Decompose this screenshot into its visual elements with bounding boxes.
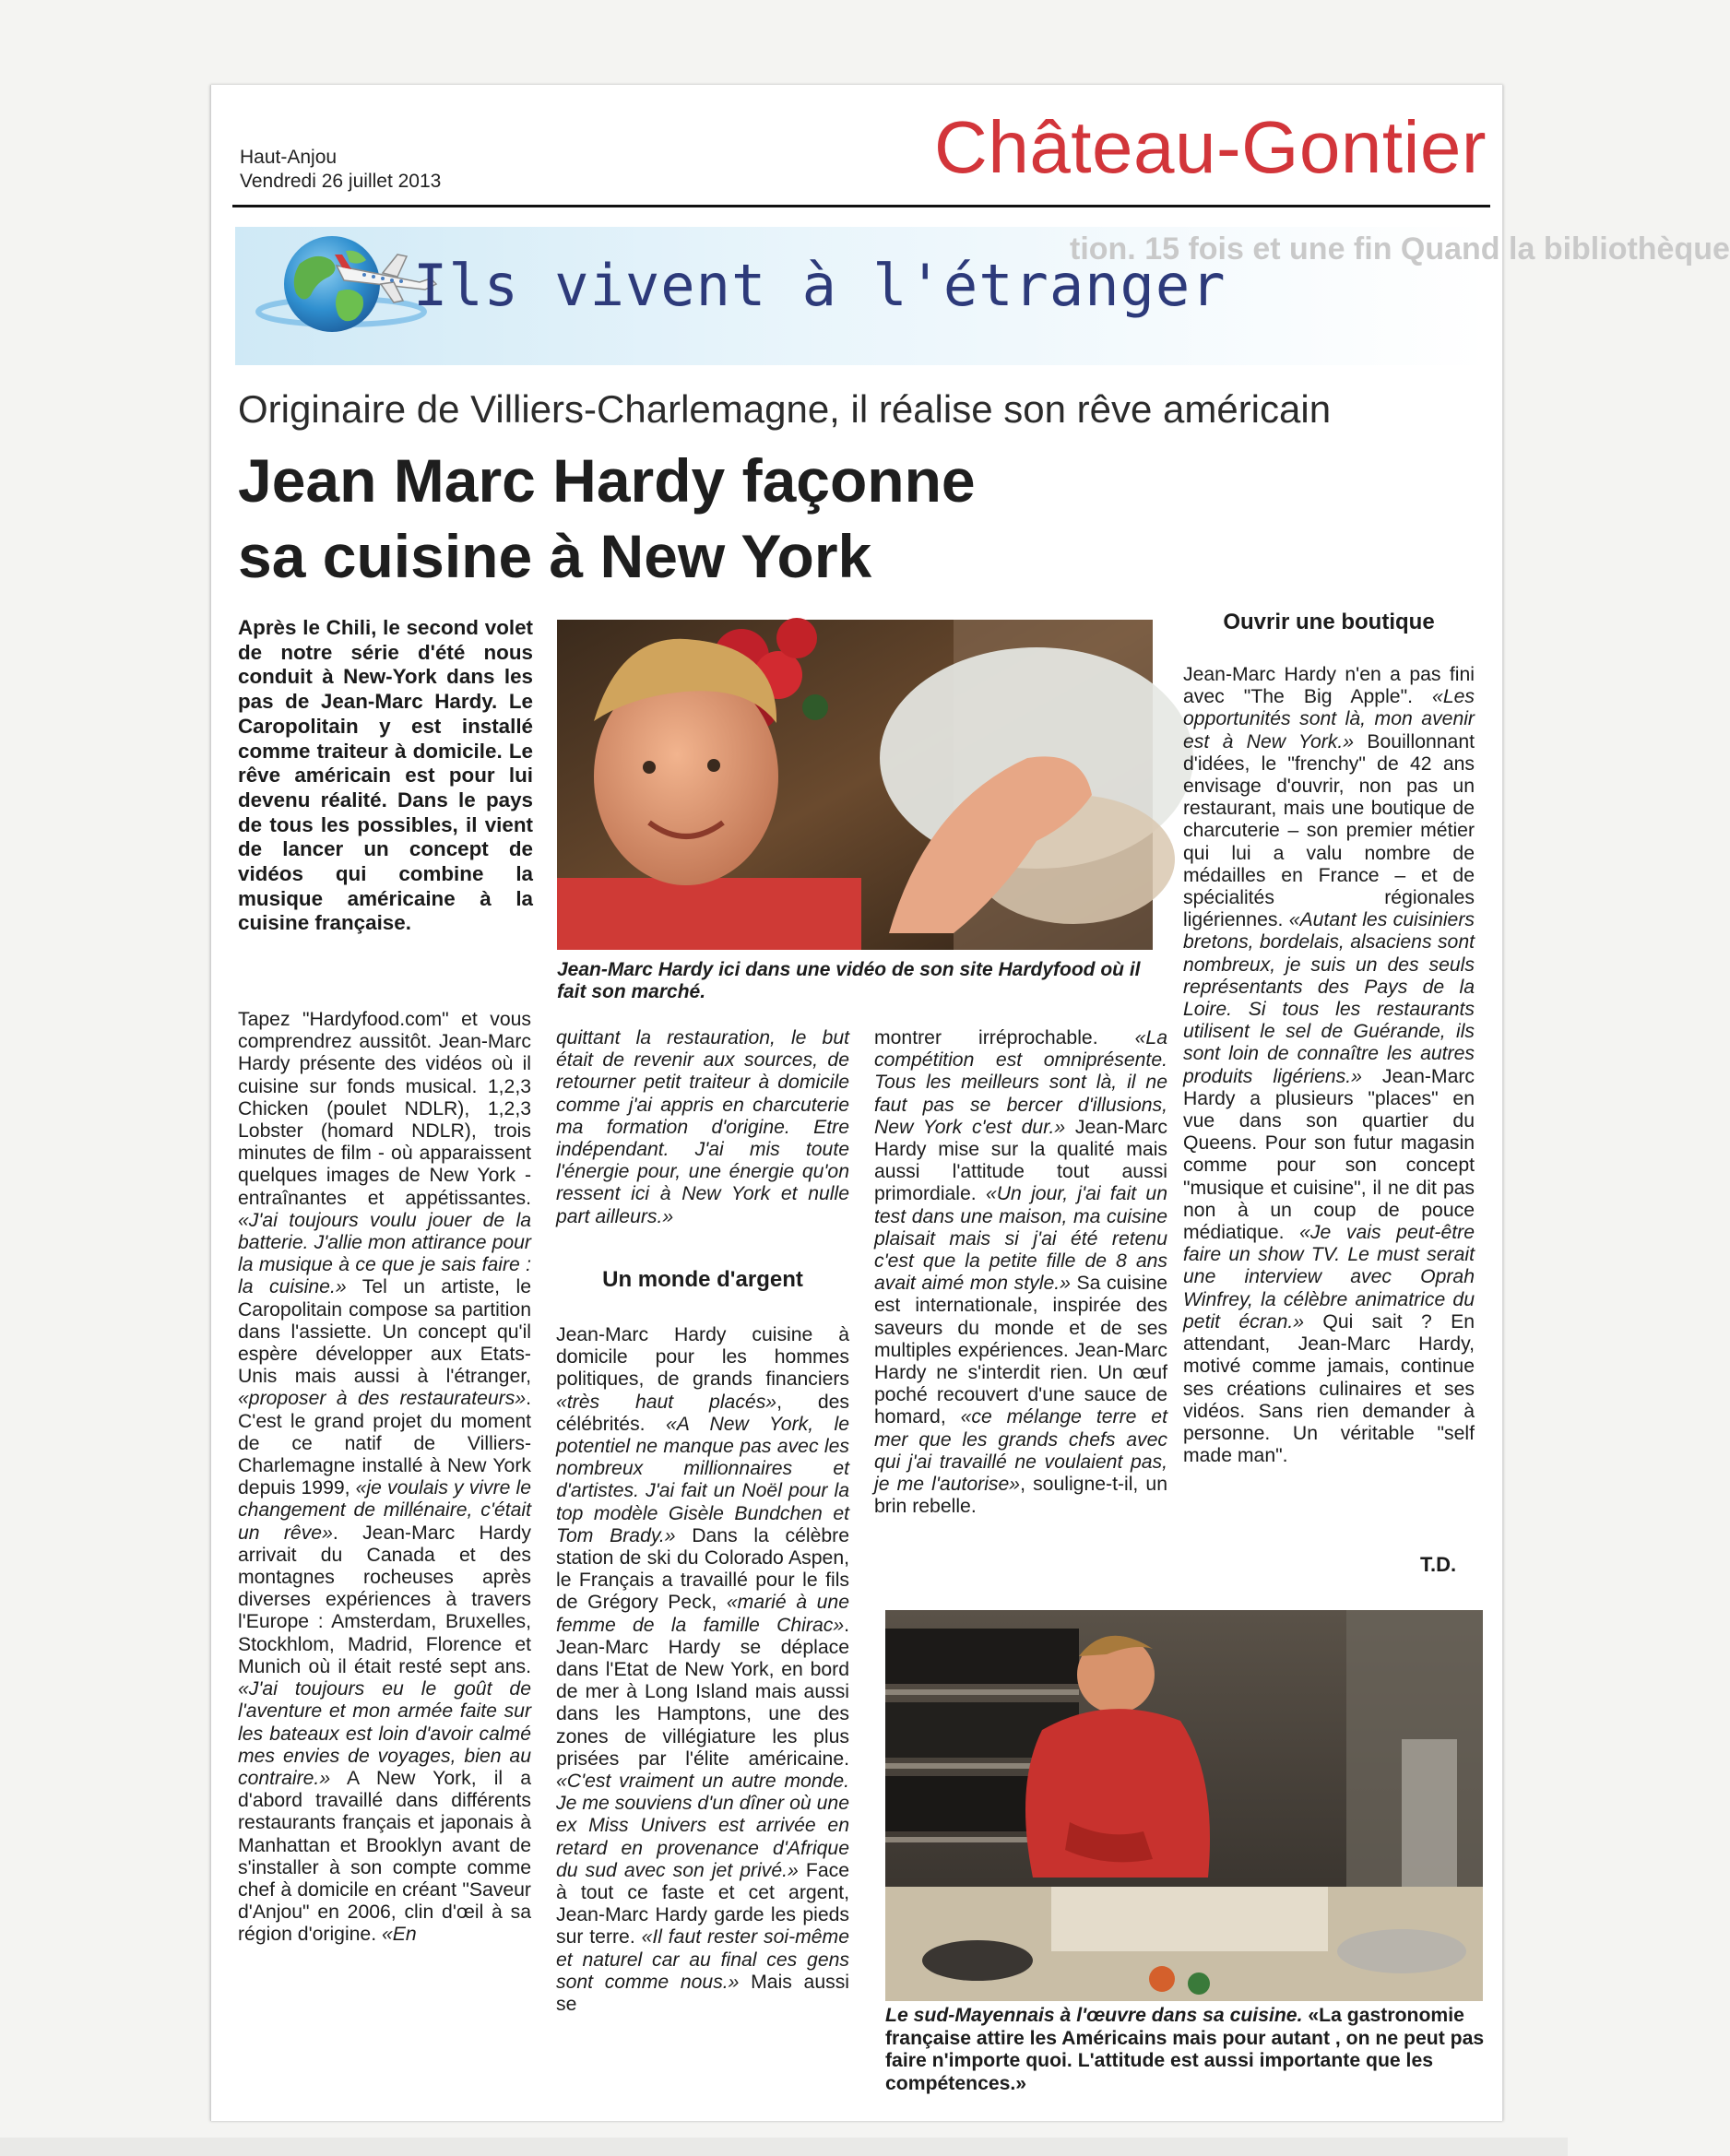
column-2-text — [556, 1027, 849, 1228]
column-4-text — [1183, 664, 1475, 1467]
col1-run: «je voulais y vivre le changement de millénaire, c'était un rêve» — [238, 1477, 531, 1544]
col1-run: Tel un artiste, le Caropolitain compose sa partition dans l'assiette. Un concept qu'il espère développer aux Etats-Unis mais aussi à l'étranger, — [238, 1276, 531, 1388]
author-signature: T.D. — [1420, 1553, 1457, 1576]
col1-run: «proposer à des restaurateurs» — [238, 1388, 527, 1410]
headline — [238, 443, 1160, 594]
col2b-run: Dans la célèbre station de ski du Colorado Aspen, le Français a travaillé pour le fils de Grégory Peck, — [556, 1524, 849, 1614]
col3-run: Jean-Marc Hardy mise sur la qualité mais aussi l'attitude tout aussi primordiale. — [874, 1116, 1167, 1205]
col1-run: «En — [382, 1924, 417, 1946]
col1-run: . Jean-Marc Hardy arrivait du Canada et des montagnes rocheuses après diverses expériences à travers l'Europe : Amsterdam, Bruxelles, Stockhlom, Madrid, Florence et Munich où il était resté sept ans. — [238, 1522, 531, 1677]
column-2 — [556, 1027, 849, 1228]
col2b-run: . Jean-Marc Hardy se déplace dans l'Etat de New York, en bord de mer à Long Island mais aussi dans les Hamptons, une des zones de villégiature les plus prisées par l'élite américaine. — [556, 1614, 849, 1770]
column-2b-text — [556, 1324, 849, 2016]
column-2-continued — [556, 1324, 849, 2016]
scan-edge — [0, 2138, 1568, 2156]
col3-run: , souligne-t-il, un brin rebelle. — [874, 1474, 1167, 1518]
series-title: Ils vivent à l'étranger — [413, 252, 1226, 319]
subhead-monde-argent: Un monde d'argent — [602, 1267, 803, 1292]
photo-chef-market — [557, 620, 1153, 950]
headline-line-1: Jean Marc Hardy façonne — [238, 446, 976, 515]
col2b-run: Jean-Marc Hardy cuisine à domicile pour les hommes politiques, de grands financiers — [556, 1324, 849, 1391]
edition-region: Haut-Anjou — [240, 147, 338, 168]
column-1 — [238, 1009, 531, 1947]
col4-run: «Je vais peut-être faire un show TV. Le must serait une interview avec Oprah Winfrey, la célèbre animatrice du petit écran.» — [1183, 1222, 1475, 1333]
lead-paragraph: Après le Chili, le second volet de notre série d'été nous conduit à New-York dans les pas de Jean-Marc Hardy. Le Caropolitain y est installé comme traiteur à domicile. Le rêve américain est pour lui devenu réalité. Dans le pays de tous les possibles, il vient de lancer un concept de vidéos qui combine la musique américaine à la cuisine française. — [238, 616, 533, 935]
chef-kitchen-photo — [885, 1610, 1483, 2001]
col2b-run: , des célébrités. — [556, 1391, 849, 1435]
col4-run: «Les opportunités sont là, mon avenir est à New York.» — [1183, 686, 1475, 752]
col3-run: «Un jour, j'ai fait un test dans une maison, ma cuisine plaisait mais si j'ai été retenu c'est que la petite fille de 8 ans avait aimé mon style.» — [874, 1183, 1167, 1295]
photo-caption-2 — [885, 2005, 1494, 2095]
column-1-text — [238, 1009, 531, 1947]
edition-info — [240, 146, 441, 194]
col2b-run: «A New York, le potentiel ne manque pas avec les nombreux millionnaires et d'artistes. J'ai fait un Noël pour la top modèle Gisèle Bundchen et Tom Brady.» — [556, 1413, 849, 1546]
col1-run: «J'ai toujours eu le goût de l'aventure et mon armée faite sur les bateaux est loin d'avoir calmé mes envies de voyages, bien au contraire.» — [238, 1678, 531, 1789]
col4-run: Jean-Marc Hardy a plusieurs "places" en vue dans son quartier du Queens. Pour son futur magasin comme pour son concept "musique et cuisine", il ne dit pas non à un coup de pouce médiatique. — [1183, 1065, 1475, 1244]
col2b-run: «très haut placés» — [556, 1391, 777, 1413]
col2-run: quittant la restauration, le but était de revenir aux sources, de retourner petit traiteur à domicile comme j'ai appris en charcuterie ma formation d'origine. Etre indépendant. J'ai mis toute l'énergie pour, une énergie qu'on ressent ici à New York et nulle part ailleurs.» — [556, 1027, 849, 1227]
subhead-ouvrir-boutique: Ouvrir une boutique — [1223, 610, 1435, 634]
col3-run: «ce mélange terre et mer que les grands chefs avec qui j'ai travaillé ne voulaient pas, je me l'autorise» — [874, 1406, 1167, 1496]
photo-chef-kitchen — [885, 1610, 1483, 2001]
col2b-run: «marié à une femme de la famille Chirac» — [556, 1592, 849, 1636]
photo-caption-1: Jean-Marc Hardy ici dans une vidéo de son site Hardyfood où il fait son marché. — [557, 959, 1141, 1002]
bleed-through-text: tion. 15 fois et une fin Quand la bibliothèque — [1070, 231, 1730, 267]
col3-run: «La compétition est omniprésente. Tous les meilleurs sont là, il ne faut pas se bercer d'illusions, New York c'est dur.» — [874, 1027, 1167, 1138]
column-4 — [1183, 664, 1475, 1467]
col1-run: «J'ai toujours voulu jouer de la batterie. J'allie mon attirance pour la musique à ce que je sais faire : la cuisine.» — [238, 1209, 531, 1298]
column-3 — [874, 1027, 1167, 1518]
col2b-run: Mais aussi se — [556, 1971, 849, 2016]
col2b-run: «Il faut rester soi-même et naturel car au final ces gens sont comme nous.» — [556, 1926, 849, 1993]
kicker: Originaire de Villiers-Charlemagne, il réalise son rêve américain — [238, 387, 1332, 431]
col1-run: Tapez "Hardyfood.com" et vous comprendrez aussitôt. Jean-Marc Hardy présente des vidéos où il cuisine sur fonds musical. 1,2,3 Chicken (poulet NDLR), 1,2,3 Lobster (homard NDLR), trois minutes de film - où apparaissent quelques images de New York - entraînantes et appétissantes. — [238, 1009, 531, 1209]
col2b-run: «C'est vraiment un autre monde. Je me souviens d'un dîner où une ex Miss Univers est arrivée en retard en provenance d'Afrique du sud avec son jet privé.» — [556, 1771, 849, 1881]
headline-line-2: sa cuisine à New York — [238, 522, 872, 590]
col4-run: Bouillonnant d'idées, le "frenchy" de 42 ans envisage d'ouvrir, non pas un restaurant, mais une boutique de charcuterie – son premier métier qui lui a valu nombre de médailles en France – et de spécialités régionales ligériennes. — [1183, 730, 1475, 931]
caption-2-lead: Le sud-Mayennais à l'œuvre dans sa cuisine. — [885, 2005, 1303, 2026]
col4-run: Jean-Marc Hardy n'en a pas fini avec "The Big Apple". — [1183, 664, 1475, 708]
edition-date: Vendredi 26 juillet 2013 — [240, 171, 442, 192]
town-title: Château-Gontier — [934, 106, 1487, 188]
col3-run: montrer irréprochable. — [874, 1027, 1135, 1048]
caption-2-quote: «La gastronomie française attire les Américains mais pour autant , on ne peut pas faire n'importe quoi. L'attitude est aussi importante que les compétences.» — [885, 2005, 1485, 2094]
col3-run: Sa cuisine est internationale, inspirée des saveurs du monde et de ses multiples expériences. Jean-Marc Hardy ne s'interdit rien. Un œuf poché recouvert d'une sauce de homard, — [874, 1273, 1167, 1428]
col2b-run: Face à tout ce faste et cet argent, Jean-Marc Hardy garde les pieds sur terre. — [556, 1859, 849, 1949]
header-rule — [232, 205, 1490, 207]
chef-market-photo — [557, 620, 1153, 950]
col1-run: A New York, il a d'abord travaillé dans différents restaurants français et japonais à Manhattan et Brooklyn avant de s'installer à son compte comme chef à domicile en créant "Saveur d'Anjou" en 2006, clin d'œil à sa région d'origine. — [238, 1767, 531, 1946]
column-3-text — [874, 1027, 1167, 1518]
col1-run: . C'est le grand projet du moment de ce natif de Villiers-Charlemagne installé à New York depuis 1999, — [238, 1388, 531, 1499]
col4-run: Qui sait ? En attendant, Jean-Marc Hardy, motivé comme jamais, continue ses créations culinaires et ses vidéos. Sans rien demander à personne. Un véritable "self made man". — [1183, 1310, 1475, 1467]
col4-run: «Autant les cuisiniers bretons, bordelais, alsaciens sont nombreux, je suis un des seuls représentants des Pays de la Loire. Si tous les restaurants utilisent le sel de Guérande, ils sont loin de connaître les autres produits ligériens.» — [1183, 909, 1475, 1087]
